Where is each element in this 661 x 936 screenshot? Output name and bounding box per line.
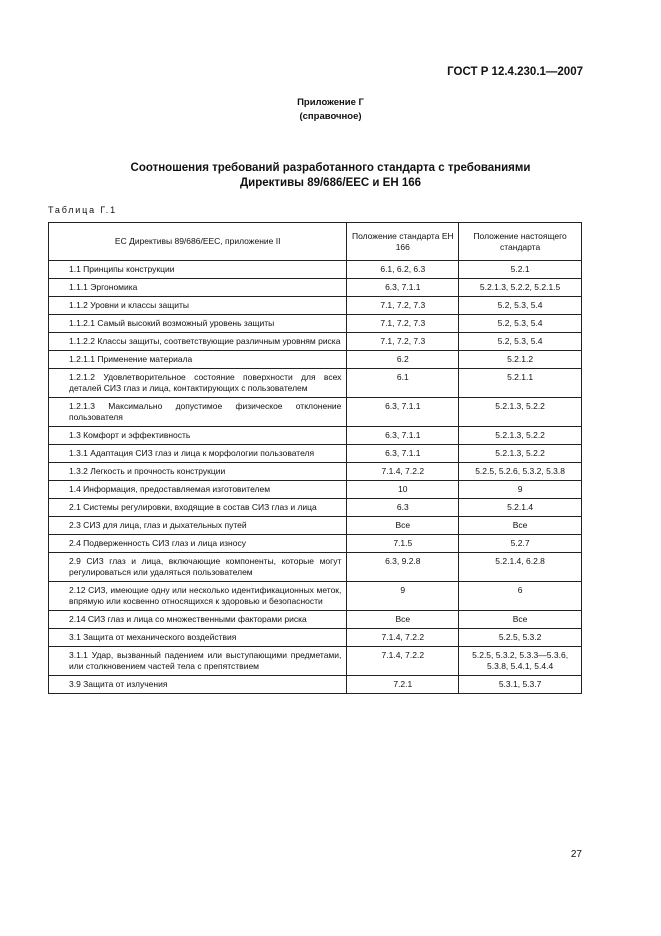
cell-standard-clause: 5.2.1.3, 5.2.2, 5.2.1.5: [459, 279, 582, 297]
title-line-2: Директивы 89/686/ЕЕС и ЕН 166: [239, 177, 422, 189]
cell-directive-clause: 1.1.2 Уровни и классы защиты: [49, 297, 347, 315]
cell-standard-clause: 6: [459, 582, 582, 611]
cell-directive-clause: 1.1 Принципы конструкции: [49, 261, 347, 279]
table-row: [49, 427, 582, 445]
appendix-heading: [0, 96, 661, 124]
cell-directive-clause: 2.12 СИЗ, имеющие одну или несколько идентификационных меток, впрямую или косвенно относящихся к здоровью и безопасности: [49, 582, 347, 611]
cell-en166-clause: 6.3: [347, 499, 459, 517]
cell-directive-clause: 1.2.1.1 Применение материала: [49, 351, 347, 369]
cell-directive-clause: 2.1 Системы регулировки, входящие в состав СИЗ глаз и лица: [49, 499, 347, 517]
table-row: [49, 535, 582, 553]
cell-standard-clause: 5.2, 5.3, 5.4: [459, 333, 582, 351]
table-header-row: [49, 223, 582, 261]
cell-directive-clause: 1.4 Информация, предоставляемая изготовителем: [49, 481, 347, 499]
cell-standard-clause: 5.2.5, 5.2.6, 5.3.2, 5.3.8: [459, 463, 582, 481]
appendix-title: Приложение Г: [297, 97, 364, 108]
table-row: [49, 333, 582, 351]
cell-directive-clause: 3.1 Защита от механического воздействия: [49, 629, 347, 647]
cell-directive-clause: 1.1.1 Эргономика: [49, 279, 347, 297]
cell-en166-clause: 7.1.4, 7.2.2: [347, 647, 459, 676]
cell-en166-clause: 6.3, 9.2.8: [347, 553, 459, 582]
cell-standard-clause: 5.2, 5.3, 5.4: [459, 315, 582, 333]
header-this-standard: Положение настоящего стандарта: [459, 223, 582, 261]
cell-standard-clause: 5.2.1.3, 5.2.2: [459, 427, 582, 445]
table-row: [49, 351, 582, 369]
table-row: [49, 481, 582, 499]
cell-standard-clause: 5.3.1, 5.3.7: [459, 676, 582, 694]
cell-standard-clause: 5.2.1.4: [459, 499, 582, 517]
table-row: [49, 647, 582, 676]
cell-en166-clause: 7.1, 7.2, 7.3: [347, 315, 459, 333]
cell-standard-clause: 5.2.1: [459, 261, 582, 279]
cell-en166-clause: 6.2: [347, 351, 459, 369]
document-code: ГОСТ Р 12.4.230.1—2007: [447, 66, 583, 78]
cell-en166-clause: 9: [347, 582, 459, 611]
cell-standard-clause: 9: [459, 481, 582, 499]
cell-en166-clause: Все: [347, 611, 459, 629]
cell-en166-clause: 7.1.4, 7.2.2: [347, 463, 459, 481]
table-row: [49, 261, 582, 279]
table-row: [49, 499, 582, 517]
title-line-1: Соотношения требований разработанного стандарта с требованиями: [130, 162, 531, 174]
cell-en166-clause: 6.3, 7.1.1: [347, 445, 459, 463]
page-title: [0, 161, 661, 191]
table-row: [49, 553, 582, 582]
cell-directive-clause: 1.2.1.3 Максимально допустимое физическое отклонение пользователя: [49, 398, 347, 427]
cell-directive-clause: 1.3.2 Легкость и прочность конструкции: [49, 463, 347, 481]
cell-standard-clause: 5.2.1.1: [459, 369, 582, 398]
cell-directive-clause: 1.2.1.2 Удовлетворительное состояние поверхности для всех деталей СИЗ глаз и лица, контактирующих с пользователем: [49, 369, 347, 398]
cell-en166-clause: 7.1.4, 7.2.2: [347, 629, 459, 647]
cell-directive-clause: 3.1.1 Удар, вызванный падением или выступающими предметами, или столкновением частей тела с препятствием: [49, 647, 347, 676]
cell-en166-clause: 6.3, 7.1.1: [347, 427, 459, 445]
cell-standard-clause: 5.2.7: [459, 535, 582, 553]
cell-en166-clause: Все: [347, 517, 459, 535]
cell-directive-clause: 2.3 СИЗ для лица, глаз и дыхательных путей: [49, 517, 347, 535]
table-label: Таблица Г.1: [48, 205, 117, 215]
cell-en166-clause: 6.1: [347, 369, 459, 398]
cell-en166-clause: 6.3, 7.1.1: [347, 398, 459, 427]
cell-standard-clause: 5.2.1.3, 5.2.2: [459, 445, 582, 463]
table-row: [49, 315, 582, 333]
table-row: [49, 297, 582, 315]
table-row: [49, 629, 582, 647]
cell-standard-clause: 5.2.1.3, 5.2.2: [459, 398, 582, 427]
cell-standard-clause: 5.2.5, 5.3.2: [459, 629, 582, 647]
table-row: [49, 369, 582, 398]
cell-directive-clause: 1.3.1 Адаптация СИЗ глаз и лица к морфологии пользователя: [49, 445, 347, 463]
cell-en166-clause: 7.2.1: [347, 676, 459, 694]
table-row: [49, 517, 582, 535]
table-row: [49, 445, 582, 463]
correspondence-table: [48, 222, 582, 694]
cell-en166-clause: 10: [347, 481, 459, 499]
cell-standard-clause: Все: [459, 611, 582, 629]
cell-standard-clause: 5.2.1.4, 6.2.8: [459, 553, 582, 582]
cell-directive-clause: 2.4 Подверженность СИЗ глаз и лица износу: [49, 535, 347, 553]
cell-directive-clause: 2.14 СИЗ глаз и лица со множественными факторами риска: [49, 611, 347, 629]
cell-standard-clause: 5.2.5, 5.3.2, 5.3.3—5.3.6, 5.3.8, 5.4.1, 5.4.4: [459, 647, 582, 676]
cell-en166-clause: 6.1, 6.2, 6.3: [347, 261, 459, 279]
cell-directive-clause: 1.1.2.2 Классы защиты, соответствующие различным уровням риска: [49, 333, 347, 351]
header-en166: Положение стандарта ЕН 166: [347, 223, 459, 261]
cell-standard-clause: 5.2, 5.3, 5.4: [459, 297, 582, 315]
table-row: [49, 463, 582, 481]
cell-standard-clause: Все: [459, 517, 582, 535]
cell-directive-clause: 2.9 СИЗ глаз и лица, включающие компоненты, которые могут регулироваться или удаляться пользователем: [49, 553, 347, 582]
table-row: [49, 279, 582, 297]
cell-directive-clause: 1.1.2.1 Самый высокий возможный уровень защиты: [49, 315, 347, 333]
table-row: [49, 676, 582, 694]
page-number: 27: [570, 849, 582, 860]
cell-en166-clause: 6.3, 7.1.1: [347, 279, 459, 297]
cell-en166-clause: 7.1, 7.2, 7.3: [347, 297, 459, 315]
appendix-subtitle: (справочное): [299, 111, 362, 122]
cell-standard-clause: 5.2.1.2: [459, 351, 582, 369]
table-body: [49, 261, 582, 694]
table-row: [49, 398, 582, 427]
cell-directive-clause: 3.9 Защита от излучения: [49, 676, 347, 694]
table-row: [49, 611, 582, 629]
cell-en166-clause: 7.1, 7.2, 7.3: [347, 333, 459, 351]
cell-en166-clause: 7.1.5: [347, 535, 459, 553]
cell-directive-clause: 1.3 Комфорт и эффективность: [49, 427, 347, 445]
table-row: [49, 582, 582, 611]
header-directive: ЕС Директивы 89/686/ЕЕС, приложение II: [49, 223, 347, 261]
